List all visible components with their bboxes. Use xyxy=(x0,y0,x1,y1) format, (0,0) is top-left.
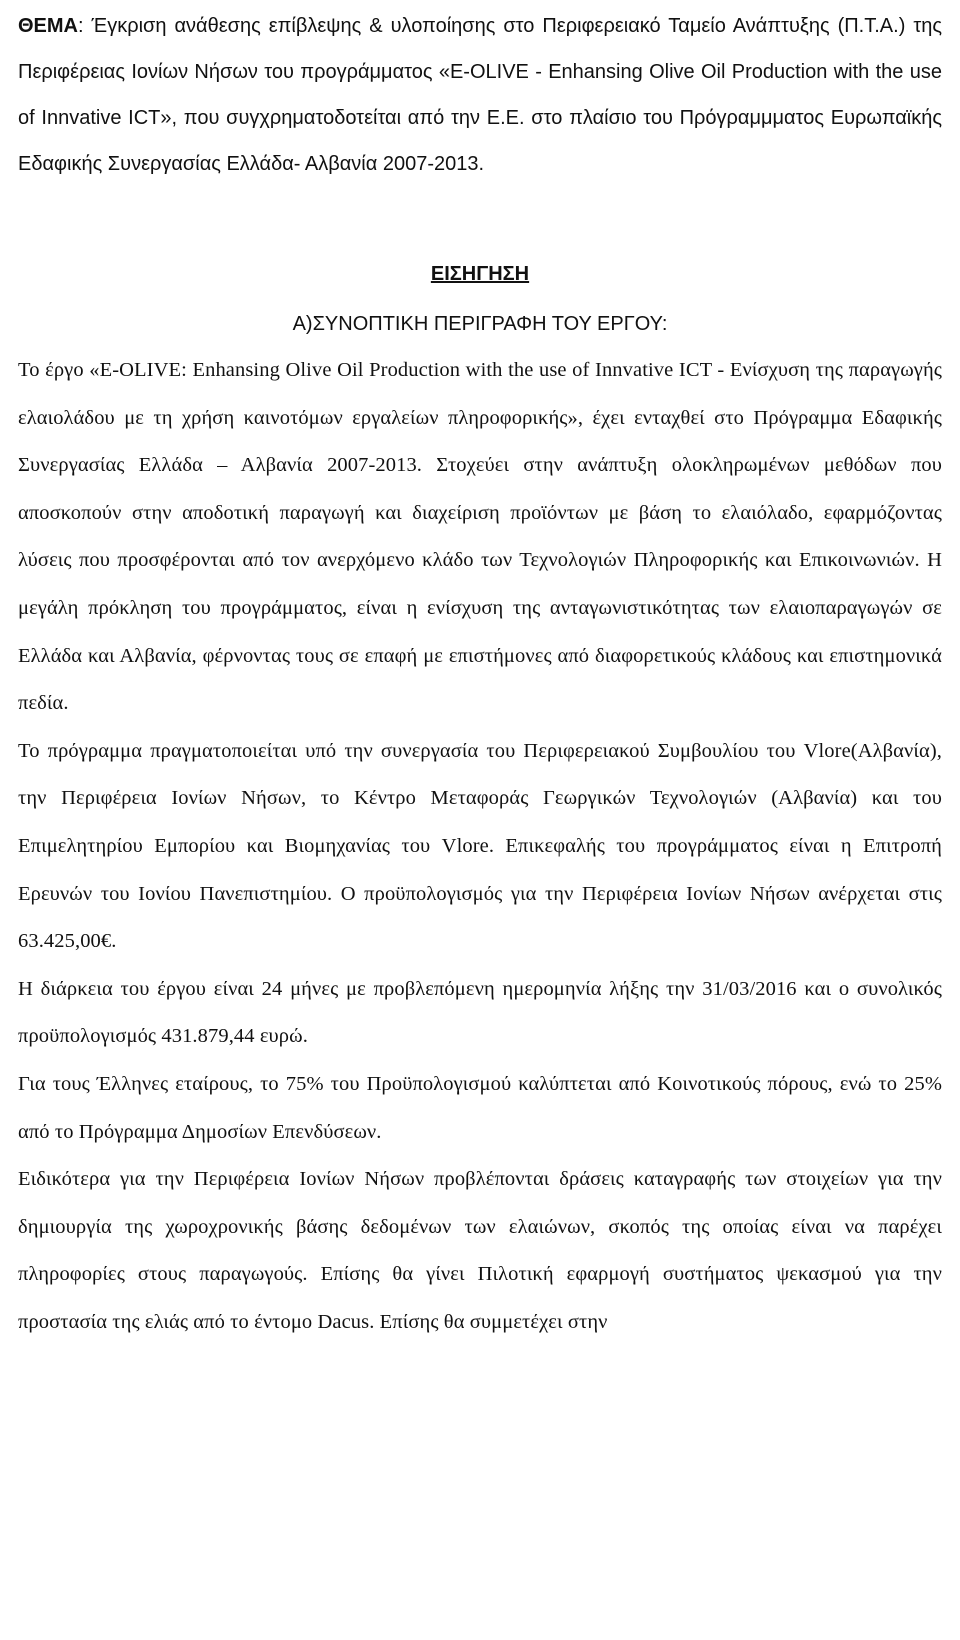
paragraph-3: Η διάρκεια του έργου είναι 24 μήνες με προβλεπόμενη ημερομηνία λήξης την 31/03/2016 και ο συνολικός προϋπολογισμός 431.879,44 ευρώ. xyxy=(18,977,942,1048)
paragraph-5: Ειδικότερα για την Περιφέρεια Ιονίων Νήσων προβλέπονται δράσεις καταγραφής των στοιχείων για την δημιουργία της χωροχρονικής βάσης δεδομένων των ελαιώνων, σκοπός της οποίας είναι να παρέχει πληροφορίες στους παραγωγούς. Επίσης θα γίνει Πιλοτική εφαρμογή συστήματος ψεκασμού για την προστασία της ελιάς από το έντομο Dacus. Επίσης θα συμμετέχει στην xyxy=(18,1168,942,1333)
subject-text: : Έγκριση ανάθεσης επίβλεψης & υλοποίησης στο Περιφερειακό Ταμείο Ανάπτυξης (Π.Τ.Α.) της Περιφέρειας Ιονίων Νήσων του προγράμματος «E-OLIVE - Enhansing Olive Oil Production with the use of Innvative ICT», που συγχρηματοδοτείται από την Ε.Ε. στο πλαίσιο του Πρόγραμμματος Ευρωπαϊκής Εδαφικής Συνεργασίας Ελλάδα- Αλβανία 2007-2013. xyxy=(18,15,942,175)
paragraph-1: Το έργο «E-OLIVE: Enhansing Olive Oil Production with the use of Innvative ICT - Ενίσχυση της παραγωγής ελαιολάδου με τη χρήση καινοτόμων εργαλείων πληροφορικής», έχει ενταχθεί στο Πρόγραμμα Εδαφικής Συνεργασίας Ελλάδα – Αλβανία 2007-2013. Στοχεύει στην ανάπτυξη ολοκληρωμένων μεθόδων που αποσκοπούν στην αποδοτική παραγωγή και διαχείριση προϊόντων με βάση το ελαιόλαδο, εφαρμόζοντας λύσεις που προσφέρονται από τον ανερχόμενο κλάδο των Τεχνολογιών Πληροφορικής και Επικοινωνιών. Η μεγάλη πρόκληση του προγράμματος, είναι η ενίσχυση της ανταγωνιστικότητας των ελαιοπαραγωγών σε Ελλάδα και Αλβανία, φέρνοντας τους σε επαφή με επιστήμονες από διαφορετικούς κλάδους και επιστημονικά πεδία. xyxy=(18,359,942,715)
document-heading: ΕΙΣΗΓΗΣΗ xyxy=(430,263,530,285)
subject-label: ΘΕΜΑ xyxy=(18,15,78,37)
section-title: Α)ΣΥΝΟΠΤΙΚΗ ΠΕΡΙΓΡΑΦΗ ΤΟΥ ΕΡΓΟΥ: xyxy=(292,313,668,335)
paragraph-2: Το πρόγραμμα πραγματοποιείται υπό την συνεργασία του Περιφερειακού Συμβουλίου του Vlore(Αλβανία), την Περιφέρεια Ιονίων Νήσων, το Κέντρο Μεταφοράς Γεωργικών Τεχνολογιών (Αλβανία) και του Επιμελητηρίου Εμπορίου και Βιομηχανίας του Vlore. Επικεφαλής του προγράμματος είναι η Επιτροπή Ερευνών του Ιονίου Πανεπιστημίου. Ο προϋπολογισμός για την Περιφέρεια Ιονίων Νήσων ανέρχεται στις 63.425,00€. xyxy=(18,739,942,953)
paragraph-4: Για τους Έλληνες εταίρους, το 75% του Προϋπολογισμού καλύπτεται από Κοινοτικούς πόρους, ενώ το 25% από το Πρόγραμμα Δημοσίων Επενδύσεων. xyxy=(18,1072,942,1143)
subject-line xyxy=(18,0,942,187)
